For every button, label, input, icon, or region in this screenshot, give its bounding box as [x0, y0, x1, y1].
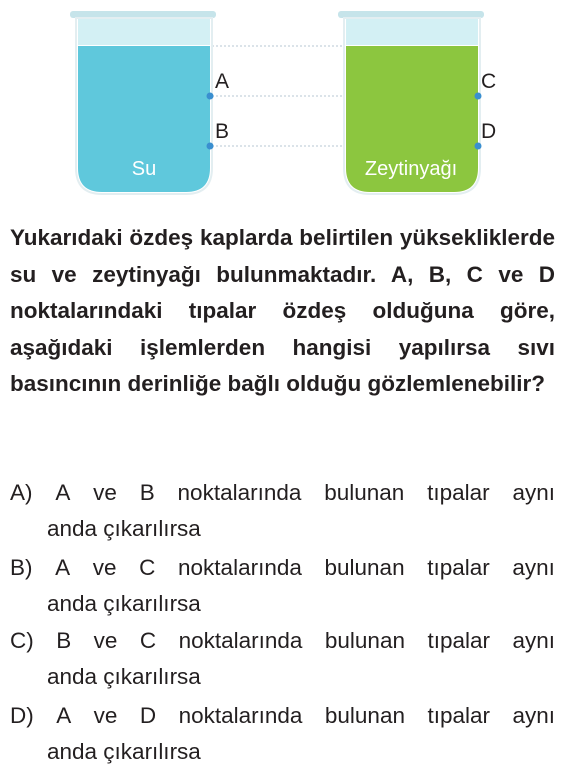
option-d-line1 — [10, 698, 555, 734]
option-word: ve — [93, 480, 117, 505]
option-word: aynı — [512, 555, 555, 580]
point-a-marker — [207, 93, 214, 100]
option-a-line1 — [10, 475, 555, 511]
option-line2: anda çıkarılırsa — [47, 516, 201, 541]
option-word: C — [139, 628, 157, 653]
option-word: A — [56, 703, 72, 728]
option-word: tıpalar — [427, 555, 490, 580]
point-d-marker — [475, 143, 482, 150]
option-d[interactable] — [10, 698, 555, 770]
option-word: bulunan — [324, 480, 405, 505]
option-a[interactable] — [10, 475, 555, 547]
option-line2: anda çıkarılırsa — [47, 739, 201, 764]
option-word: tıpalar — [427, 703, 490, 728]
point-a-label: A — [215, 70, 230, 93]
option-word: B — [56, 628, 72, 653]
option-word: aynı — [512, 480, 555, 505]
option-word: bulunan — [324, 555, 405, 580]
beakers-figure — [0, 0, 563, 205]
option-word: bulunan — [324, 703, 405, 728]
option-letter: C) — [10, 628, 34, 653]
option-word: A — [55, 480, 71, 505]
option-word: ve — [92, 555, 117, 580]
option-letter: B) — [10, 555, 33, 580]
option-word: aynı — [512, 703, 555, 728]
option-word: noktalarında — [178, 628, 303, 653]
point-b-label: B — [215, 120, 230, 143]
option-c-line1 — [10, 623, 555, 659]
option-word: C — [139, 555, 156, 580]
option-word: bulunan — [324, 628, 405, 653]
option-word: noktalarında — [178, 703, 303, 728]
option-c[interactable] — [10, 623, 555, 695]
oil-label: Zeytinyağı — [364, 158, 458, 180]
option-word: tıpalar — [427, 628, 490, 653]
option-word: ve — [93, 628, 118, 653]
option-b-line1 — [10, 550, 555, 586]
question-text: Yukarıdaki özdeş kaplarda belirtilen yüksekliklerde su ve zeytinyağı bulunmaktadır. A, B, C ve D noktalarındaki tıpalar özdeş olduğuna göre, aşağıdaki işlemlerden hangisi yapılırsa sıvı basıncının derinliğe bağlı olduğu gözlemlenebilir? — [10, 225, 555, 396]
point-c-marker — [475, 93, 482, 100]
option-word: D — [139, 703, 157, 728]
option-word: B — [139, 480, 155, 505]
point-c-label: C — [481, 70, 497, 93]
option-word: ve — [93, 703, 118, 728]
option-word: A — [55, 555, 71, 580]
point-d-label: D — [481, 120, 497, 143]
option-letter: D) — [10, 703, 34, 728]
option-line2: anda çıkarılırsa — [47, 591, 201, 616]
option-b[interactable] — [10, 550, 555, 622]
oil-beaker — [338, 11, 484, 194]
option-word: noktalarında — [178, 555, 302, 580]
option-letter: A) — [10, 480, 33, 505]
option-word: tıpalar — [427, 480, 490, 505]
option-word: aynı — [512, 628, 555, 653]
option-word: noktalarında — [177, 480, 302, 505]
water-label: Su — [131, 158, 157, 180]
point-b-marker — [207, 143, 214, 150]
water-beaker — [70, 11, 216, 194]
option-line2: anda çıkarılırsa — [47, 664, 201, 689]
